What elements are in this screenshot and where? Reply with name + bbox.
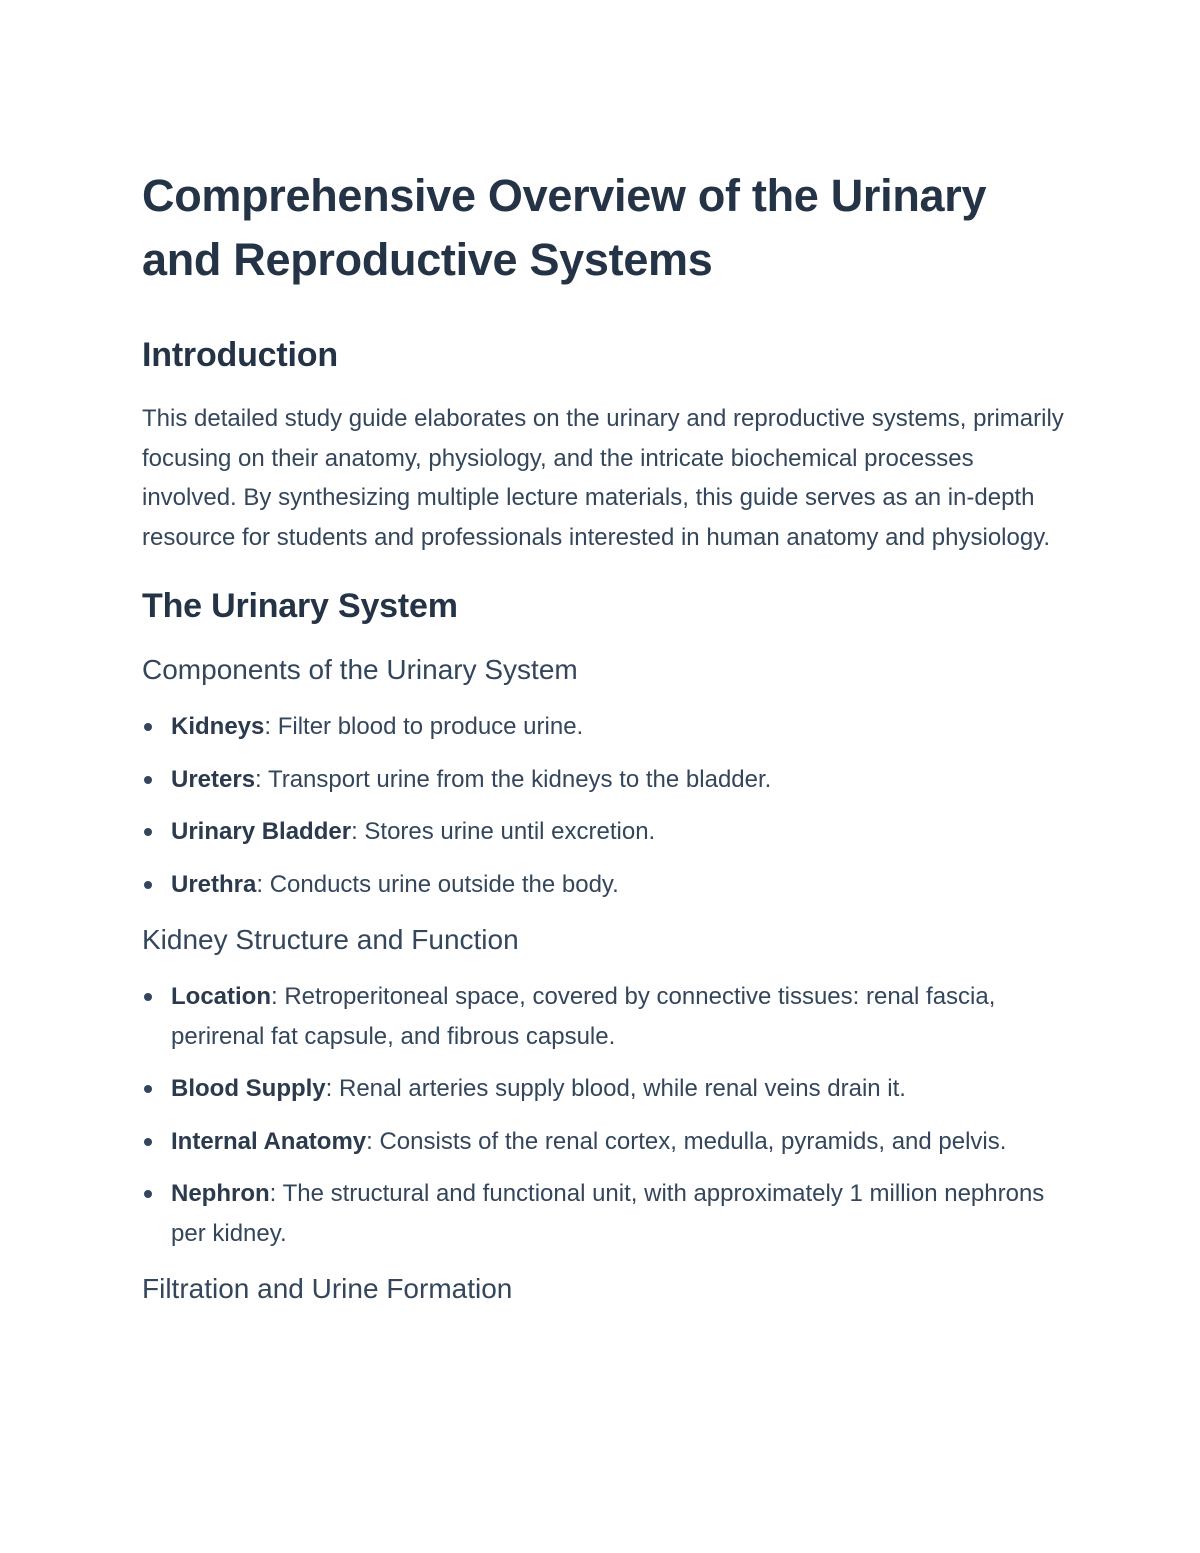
bullet-icon xyxy=(144,776,152,784)
heading-components: Components of the Urinary System xyxy=(142,654,578,685)
list-item xyxy=(142,865,1072,905)
item-desc: : Conducts urine outside the body. xyxy=(256,870,619,898)
item-term: Urinary Bladder xyxy=(171,818,352,845)
item-term: Nephron xyxy=(171,1180,270,1207)
list-item xyxy=(142,707,1072,747)
bullet-icon xyxy=(144,1085,152,1093)
item-term: Ureters xyxy=(171,765,256,793)
title-line-2: and Reproductive Systems xyxy=(142,234,713,285)
item-desc: : Transport urine from the kidneys to the bladder. xyxy=(255,765,772,793)
kidney-list xyxy=(142,977,1072,1253)
bullet-icon xyxy=(144,723,152,731)
list-item xyxy=(142,760,1072,800)
item-desc: : Filter blood to produce urine. xyxy=(264,713,584,740)
item-desc: : Stores urine until excretion. xyxy=(351,818,656,845)
bullet-icon xyxy=(144,881,152,889)
heading-filtration: Filtration and Urine Formation xyxy=(142,1273,513,1304)
item-desc: : The structural and functional unit, with approximately 1 million nephrons per kidney. xyxy=(171,1180,1045,1247)
bullet-icon xyxy=(144,1138,152,1146)
list-item xyxy=(142,812,1072,852)
item-term: Location xyxy=(171,983,271,1010)
list-item xyxy=(142,977,1072,1056)
list-item xyxy=(142,1174,1072,1253)
list-item xyxy=(142,1122,1072,1162)
bullet-icon xyxy=(144,828,152,836)
item-term: Kidneys xyxy=(171,713,265,740)
title-line-1: Comprehensive Overview of the Urinary xyxy=(142,170,987,221)
heading-introduction: Introduction xyxy=(142,336,338,374)
document-page xyxy=(142,164,1072,1305)
item-desc: : Retroperitoneal space, covered by connective tissues: renal fascia, perirenal fat capsule, and fibrous capsule. xyxy=(171,983,996,1050)
document-title xyxy=(142,164,1072,292)
components-list xyxy=(142,707,1072,904)
introduction-paragraph: This detailed study guide elaborates on the urinary and reproductive systems, primarily focusing on their anatomy, physiology, and the intricate biochemical processes involved. By synthesizing multiple lecture materials, this guide serves as an in-depth resource for students and professionals interested in human anatomy and physiology. xyxy=(142,405,1064,551)
list-item xyxy=(142,1069,1072,1109)
item-term: Blood Supply xyxy=(171,1075,326,1102)
item-desc: : Renal arteries supply blood, while renal veins drain it. xyxy=(325,1075,906,1102)
item-term: Urethra xyxy=(171,870,257,898)
bullet-icon xyxy=(144,993,152,1001)
heading-urinary-system: The Urinary System xyxy=(142,587,458,625)
bullet-icon xyxy=(144,1190,152,1198)
item-term: Internal Anatomy xyxy=(171,1127,367,1155)
item-desc: : Consists of the renal cortex, medulla, pyramids, and pelvis. xyxy=(366,1127,1007,1155)
heading-kidney-structure: Kidney Structure and Function xyxy=(142,924,519,955)
